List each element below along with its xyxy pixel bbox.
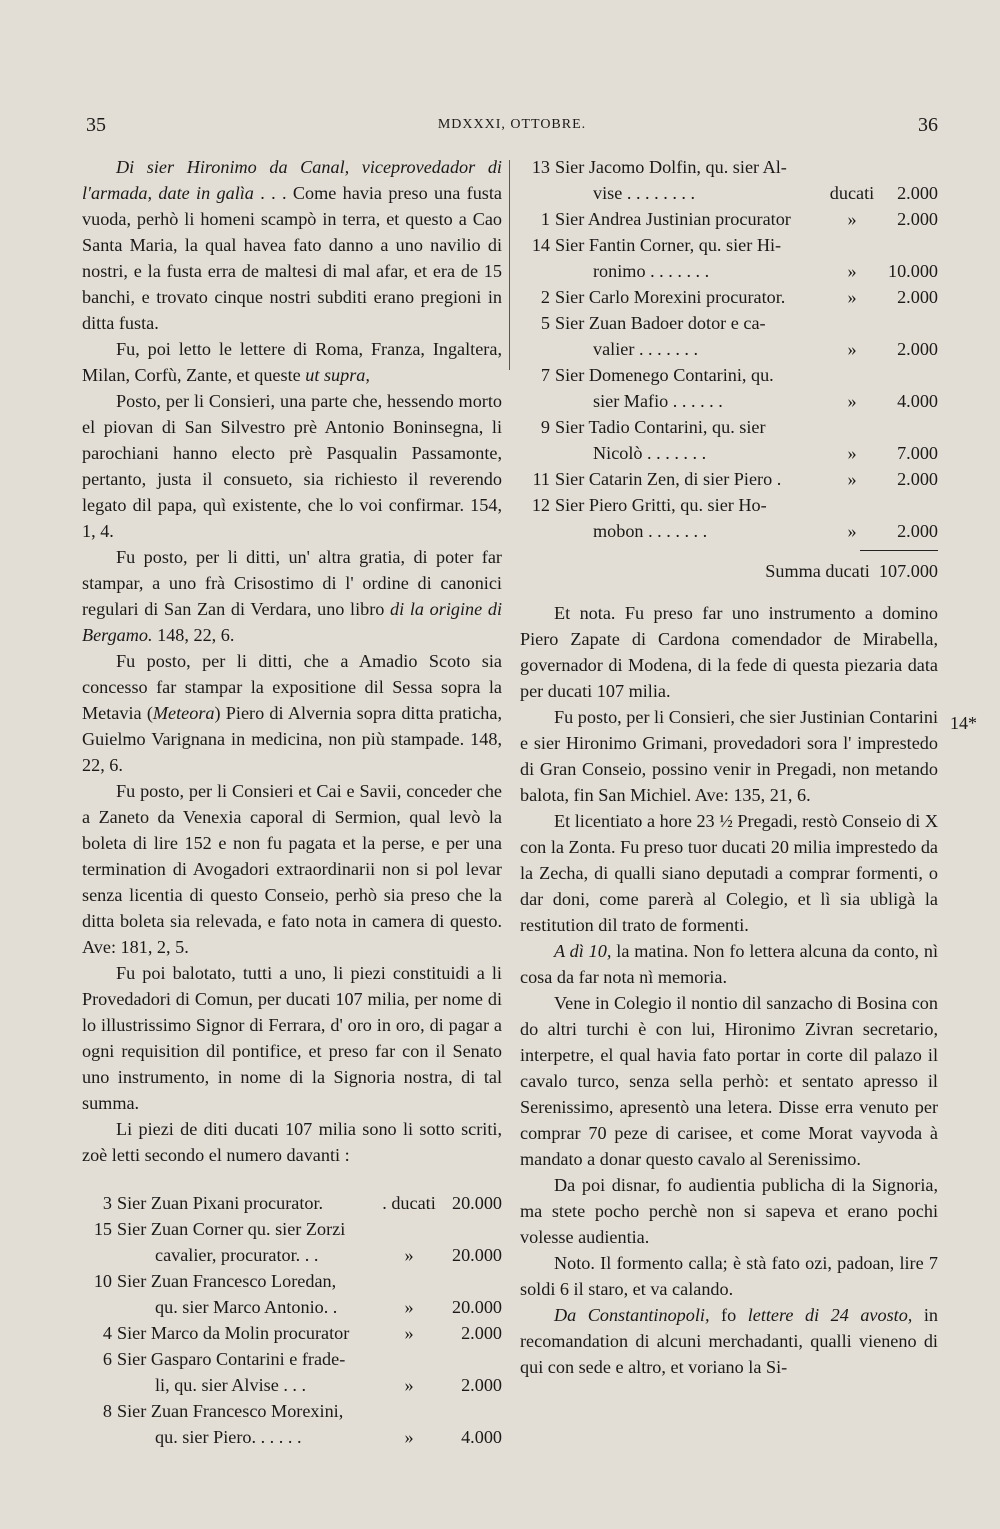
list-item-name: mobon . . . . . . . bbox=[593, 521, 708, 541]
list-item-name: Sier Marco da Molin procurator bbox=[117, 1323, 350, 1343]
list-item-currency: » bbox=[404, 1427, 414, 1447]
list-item-amount: 2.000 bbox=[897, 469, 938, 489]
guarantor-list bbox=[520, 154, 938, 544]
paragraph-text: fo bbox=[709, 1305, 748, 1325]
list-item-name: Sier Andrea Justinian procurator bbox=[555, 209, 791, 229]
list-item-name: Sier Zuan Pixani procurator. bbox=[117, 1193, 324, 1213]
paragraph bbox=[82, 154, 502, 336]
list-item-number: 2 bbox=[540, 287, 550, 307]
sum-label: Summa ducati bbox=[765, 561, 870, 581]
paragraph bbox=[82, 648, 502, 778]
list-item-number: 13 bbox=[531, 157, 550, 177]
sum-amount: 107.000 bbox=[878, 561, 938, 581]
list-item bbox=[520, 180, 938, 206]
italic-text: Da Constantinopoli, bbox=[554, 1305, 710, 1325]
list-item-name: Sier Carlo Morexini procurator. bbox=[555, 287, 786, 307]
paragraph: Et nota. Fu preso far uno instrumento a domino Piero Zapate di Cardona comendador de Mirabella, governador di Modena, di la fede di questa piezaria data per ducati 107 milia. bbox=[520, 603, 938, 701]
list-item-name: qu. sier Piero. . . . . . bbox=[155, 1427, 302, 1447]
list-item bbox=[82, 1398, 502, 1424]
list-item-currency: » bbox=[404, 1245, 414, 1265]
marginal-note: 14* bbox=[950, 713, 977, 733]
list-item-currency: » bbox=[847, 287, 857, 307]
guarantor-list bbox=[82, 1190, 502, 1450]
list-item bbox=[520, 336, 938, 362]
list-item bbox=[82, 1190, 502, 1216]
list-item-name: li, qu. sier Alvise . . . bbox=[155, 1375, 307, 1395]
italic-text: ut supra, bbox=[305, 365, 370, 385]
paragraph: Fu posto, per li Consieri et Cai e Savii, conceder che a Zaneto da Venexia caporal di Sermion, qual levò la boleta di lire 152 e non fu pagata et la perse, e per una termination di Avogadori extraordinarii non si pol levar senza licentia di questo Conseio, perhò sia preso che la ditta boleta sia relevada, e fato nota in camera di questo. Ave: 181, 2, 5. bbox=[82, 781, 502, 957]
list-item-name: vise . . . . . . . . bbox=[593, 183, 696, 203]
list-item-currency: » bbox=[847, 521, 857, 541]
list-item-number: 4 bbox=[102, 1323, 112, 1343]
list-item-amount: 10.000 bbox=[887, 261, 938, 281]
page-number-left: 35 bbox=[86, 114, 106, 136]
column-divider bbox=[509, 160, 510, 370]
list-item bbox=[82, 1268, 502, 1294]
list-item bbox=[520, 258, 938, 284]
list-item-name: Sier Gasparo Contarini e frade- bbox=[117, 1349, 346, 1369]
list-item bbox=[520, 206, 938, 232]
list-item-number: 12 bbox=[531, 495, 550, 515]
paragraph bbox=[520, 938, 938, 990]
list-item bbox=[520, 414, 938, 440]
list-item-name: Sier Zuan Francesco Loredan, bbox=[117, 1271, 337, 1291]
list-item-name: Sier Tadio Contarini, qu. sier bbox=[555, 417, 766, 437]
list-item-currency: » bbox=[847, 443, 857, 463]
list-item-number: 15 bbox=[93, 1219, 112, 1239]
sum-rule bbox=[520, 544, 938, 558]
paragraph-text: Fu posto, per li ditti, un' altra gratia, di poter far stampar, a uno frà Crisostimo di l' ordine di canonici regulari di San Zan di Verdara, uno libro bbox=[82, 547, 502, 619]
list-item bbox=[82, 1424, 502, 1450]
list-item-number: 14 bbox=[531, 235, 550, 255]
page-header bbox=[86, 114, 938, 144]
list-item-name: Sier Piero Gritti, qu. sier Ho- bbox=[555, 495, 767, 515]
list-item-currency: » bbox=[404, 1323, 414, 1343]
list-item-name: Sier Jacomo Dolfin, qu. sier Al- bbox=[555, 157, 787, 177]
list-item-name: qu. sier Marco Antonio. . bbox=[155, 1297, 338, 1317]
list-item-number: 9 bbox=[540, 417, 550, 437]
list-item bbox=[520, 232, 938, 258]
paragraph bbox=[520, 1302, 938, 1380]
list-item-amount: 2.000 bbox=[461, 1375, 502, 1395]
list-item bbox=[520, 388, 938, 414]
list-item-amount: 2.000 bbox=[461, 1323, 502, 1343]
paragraph: Fu poi balotato, tutti a uno, li piezi constituidi a li Provedadori di Comun, per ducati 107 milia, per nome di lo illustrissimo Signor di Ferrara, d' oro in oro, di pagar a ogni requisition dil pontifice, et preso far con il Senato uno instrumento, in nome di la Signoria nostra, di tal summa. bbox=[82, 963, 502, 1113]
list-item bbox=[520, 284, 938, 310]
list-item-currency: » bbox=[404, 1375, 414, 1395]
list-item-name: ronimo . . . . . . . bbox=[593, 261, 710, 281]
list-item bbox=[520, 154, 938, 180]
list-item-name: Sier Zuan Badoer dotor e ca- bbox=[555, 313, 766, 333]
paragraph: Li piezi de diti ducati 107 milia sono li sotto scriti, zoè letti secondo el numero davanti : bbox=[82, 1119, 502, 1165]
list-item bbox=[520, 310, 938, 336]
list-item-amount: 20.000 bbox=[451, 1193, 502, 1213]
paragraph: Da poi disnar, fo audientia publicha di la Signoria, ma stete pocho perchè non si sapeva et erano pochi volesse audientia. bbox=[520, 1175, 938, 1247]
list-item-number: 1 bbox=[540, 209, 550, 229]
list-item bbox=[82, 1294, 502, 1320]
list-item-number: 5 bbox=[540, 313, 550, 333]
italic-date: A dì 10, bbox=[554, 941, 612, 961]
left-column bbox=[82, 154, 502, 1450]
list-item-amount: 4.000 bbox=[461, 1427, 502, 1447]
list-item-amount: 2.000 bbox=[897, 183, 938, 203]
list-item-number: 10 bbox=[93, 1271, 112, 1291]
list-item-number: 6 bbox=[102, 1349, 112, 1369]
list-item bbox=[520, 362, 938, 388]
list-item-currency: » bbox=[847, 469, 857, 489]
paragraph-text: . . . Come havia preso una fusta vuoda, perhò li homeni scampò in terra, et questo a Cao Santa Maria, la qual havea fato danno a uno navilio di nostri, e la fusta erra de maltesi di mal afar, et era de 15 banchi, e trovato cinque nostri subditi erano pregioni in ditta fusta. bbox=[82, 183, 502, 333]
paragraph: Et licentiato a hore 23 ½ Pregadi, restò Conseio di X con la Zonta. Fu preso tuor ducati 20 milia imprestedo da la Zecha, di qualli siano deputadi a comprar formenti, o dar doni, come parerà al Colegio, et lì sia ubligà la restitution dil trato de formenti. bbox=[520, 811, 938, 935]
list-item-name: cavalier, procurator. . . bbox=[155, 1245, 319, 1265]
list-item-amount: 20.000 bbox=[451, 1245, 502, 1265]
list-item-amount: 2.000 bbox=[897, 209, 938, 229]
list-item-number: 3 bbox=[102, 1193, 112, 1213]
paragraph: Noto. Il formento calla; è stà fato ozi, padoan, lire 7 soldi 6 il staro, et va calando. bbox=[520, 1253, 938, 1299]
list-item-name: sier Mafio . . . . . . bbox=[593, 391, 723, 411]
list-item-currency: » bbox=[847, 391, 857, 411]
running-title: MDXXXI, OTTOBRE. bbox=[437, 117, 587, 132]
list-item-currency: » bbox=[847, 339, 857, 359]
list-item-name: Sier Domenego Contarini, qu. bbox=[555, 365, 774, 385]
paragraph: Fu posto, per li Consieri, che sier Justinian Contarini e sier Hironimo Grimani, provedadori sora l' imprestedo di Gran Conseio, possino venir in Pregadi, non metando balota, fin San Michiel. Ave: 135, 21, 6. bbox=[520, 707, 938, 805]
list-item-name: Nicolò . . . . . . . bbox=[593, 443, 707, 463]
list-item-currency: » bbox=[847, 209, 857, 229]
sum-row bbox=[520, 558, 938, 584]
list-item-name: Sier Zuan Corner qu. sier Zorzi bbox=[117, 1219, 346, 1239]
paragraph bbox=[82, 544, 502, 648]
list-item bbox=[82, 1320, 502, 1346]
list-item-currency: » bbox=[404, 1297, 414, 1317]
list-item-name: valier . . . . . . . bbox=[593, 339, 699, 359]
italic-text: lettere di 24 avosto, bbox=[747, 1305, 913, 1325]
paragraph-text: ) Piero di Alvernia sopra ditta praticha, Guielmo Varignana in medicina, non più stampade. 148, 22, 6. bbox=[82, 703, 502, 775]
paragraph-text: in recomandation di alcuni merchadanti, qualli vieneno di qui con sede e altro, et voriano la Si- bbox=[520, 1305, 939, 1377]
list-item-name: Sier Catarin Zen, di sier Piero . bbox=[555, 469, 782, 489]
paragraph-text: Fu, poi letto le lettere di Roma, Franza, Ingaltera, Milan, Corfù, Zante, et queste bbox=[82, 339, 502, 385]
italic-heading: Di sier Hironimo da Canal, viceprovedador di l'armada, date in galìa bbox=[82, 157, 502, 203]
list-item-amount: 2.000 bbox=[897, 521, 938, 541]
list-item-amount: 2.000 bbox=[897, 287, 938, 307]
italic-text: di la origine di Bergamo. bbox=[82, 599, 502, 645]
list-item-currency: . ducati bbox=[382, 1193, 436, 1213]
list-item-amount: 4.000 bbox=[897, 391, 938, 411]
list-item bbox=[82, 1346, 502, 1372]
paragraph-text: 148, 22, 6. bbox=[152, 625, 235, 645]
list-item-number: 7 bbox=[540, 365, 550, 385]
paragraph-text: la matina. Non fo lettera alcuna da conto, nì cosa da far nota nì memoria. bbox=[520, 941, 938, 987]
list-item-amount: 20.000 bbox=[451, 1297, 502, 1317]
list-item-currency: » bbox=[847, 261, 857, 281]
list-item-number: 8 bbox=[102, 1401, 112, 1421]
list-item-amount: 7.000 bbox=[897, 443, 938, 463]
page-number-right: 36 bbox=[918, 114, 938, 136]
list-item-amount: 2.000 bbox=[897, 339, 938, 359]
list-item-name: Sier Fantin Corner, qu. sier Hi- bbox=[555, 235, 782, 255]
list-item bbox=[82, 1372, 502, 1398]
list-item-name: Sier Zuan Francesco Morexini, bbox=[117, 1401, 344, 1421]
list-item bbox=[520, 440, 938, 466]
list-item bbox=[520, 466, 938, 492]
paragraph: Vene in Colegio il nontio dil sanzacho di Bosina con do altri turchi è con lui, Hironimo Zivran secretario, interpetre, el qual havia fato portar in corte dil palazo il cavalo turco, senza sella perhò: et sentato apresso il Serenissimo, apresentò una letera. Disse erra venuto per comprar 70 peze di carisee, et come Morat vayvoda à mandato a donar questo cavalo al Serenissimo. bbox=[520, 993, 938, 1169]
list-item-currency: ducati bbox=[829, 183, 875, 203]
list-item bbox=[520, 518, 938, 544]
list-item bbox=[82, 1242, 502, 1268]
paragraph: Posto, per li Consieri, una parte che, hessendo morto el piovan di San Silvestro prè Antonio Boninsegna, li parochiani hanno electo prè Pasqualin Passamonte, pertanto, justa il consueto, sia richiesto il reverendo legato dil papa, quì existente, che lo voi confirmar. 154, 1, 4. bbox=[82, 391, 502, 541]
paragraph bbox=[82, 336, 502, 388]
list-item-number: 11 bbox=[532, 469, 550, 489]
list-item bbox=[82, 1216, 502, 1242]
paragraph-text: Fu posto, per li ditti, che a Amadio Scoto sia concesso far stampar la expositione dil Sessa sopra la Metavia ( bbox=[82, 651, 502, 723]
list-item bbox=[520, 492, 938, 518]
italic-text: Meteora bbox=[152, 703, 215, 723]
right-column bbox=[520, 154, 938, 1380]
